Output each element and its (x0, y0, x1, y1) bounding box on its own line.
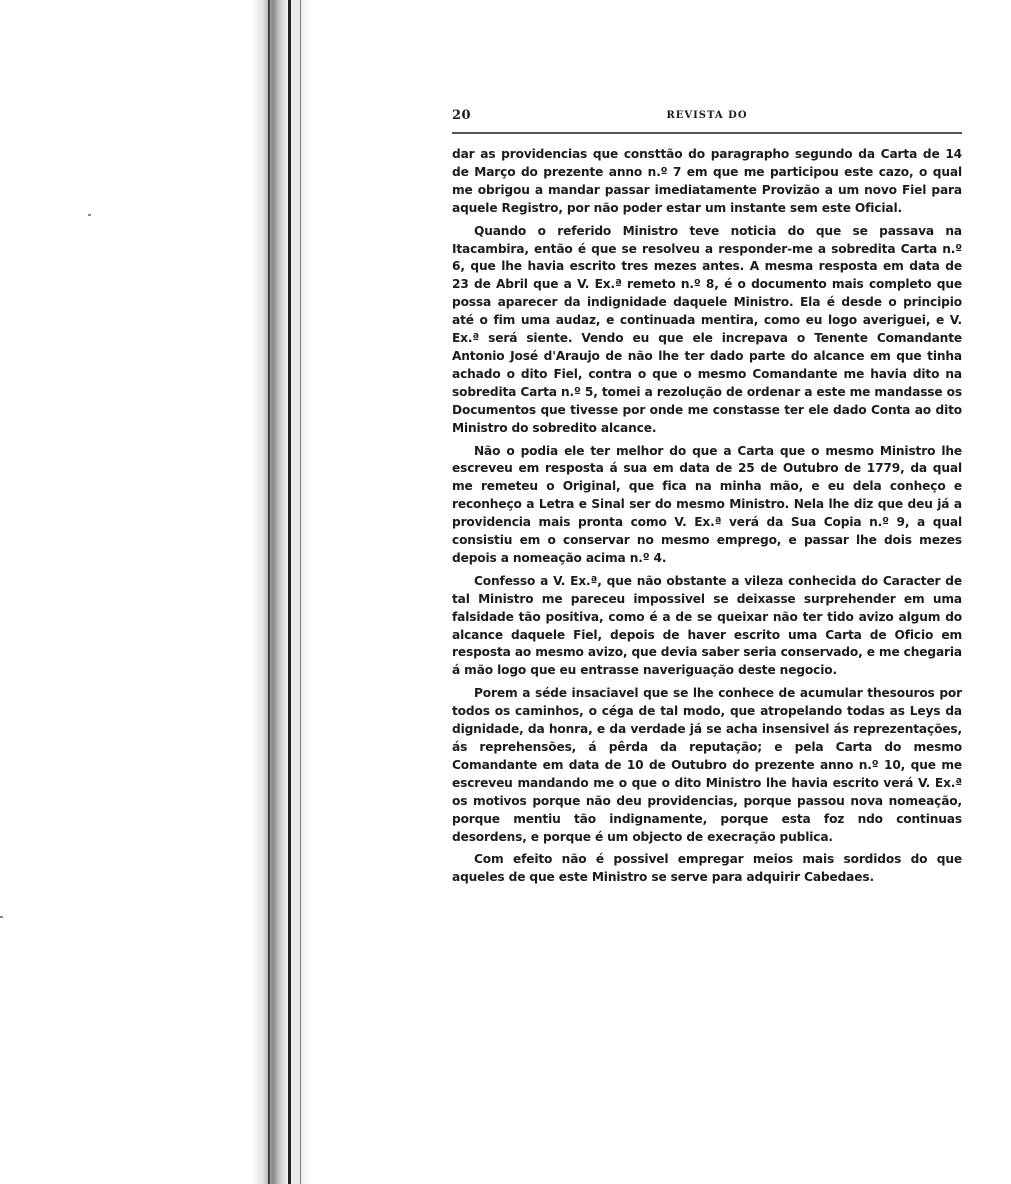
paragraph: Quando o referido Ministro teve noticia do que se passava na Itacambira, então é que se resolveu a responder-me a sobredita Carta n.º 6, que lhe havia escrito tres mezes antes. A mesma resposta em data de 23 de Abril que a V. Ex.ª remeto n.º 8, é o documento mais completo que possa aparecer da indignidade daquele Ministro. Ela é desde o principio até o fim uma audaz, e continuada mentira, como eu logo averiguei, e V. Ex.ª será siente. Vendo eu que ele increpava o Tenente Comandante Antonio José d'Araujo de não lhe ter dado parte do alcance em que tinha achado o dito Fiel, contra o que o mesmo Comandante me havia dito na sobredita Carta n.º 5, tomei a rezolução de ordenar a este me mandasse os Documentos que tivesse por onde me constasse ter ele dado Conta ao dito Ministro do sobredito alcance. (452, 223, 962, 435)
paragraph: Confesso a V. Ex.ª, que não obstante a vileza conhecida do Caracter de tal Ministro me pareceu impossivel se deixasse surprehender em uma falsidade tão positiva, como é a de se queixar não ter tido avizo algum do alcance daquele Fiel, depois de haver escrito uma Carta de Oficio em resposta ao mesmo avizo, que devia saber seria conservado, e me chegaria á mão logo que eu entrasse naveriguação deste negocio. (452, 573, 963, 678)
body-text (452, 146, 962, 887)
paragraph: Não o podia ele ter melhor do que a Carta que o mesmo Ministro lhe escreveu em resposta á sua em data de 25 de Outubro de 1779, da qual me remeteu o Original, que fica na minha mão, e eu dela conheço e reconheço a Letra e Sinal ser do mesmo Ministro. Nela lhe diz que deu já a providencia mais pronta como V. Ex.ª verá da Sua Copia n.º 9, a qual consistiu em o conservar no mesmo emprego, e passar lhe dois mezes depois a nomeação acima n.º 4. (452, 443, 962, 565)
page-number: 20 (452, 108, 472, 123)
book-page (452, 108, 962, 892)
paragraph: dar as providencias que consttão do paragrapho segundo da Carta de 14 de Março do prezente anno n.º 7 em que me participou este cazo, o qual me obrigou a mandar passar imediatamente Provizão a um novo Fiel para aquele Registro, por não poder estar um instante sem este Oficial. (452, 147, 962, 215)
running-head (452, 108, 962, 126)
gutter-shadow-line (268, 0, 270, 1184)
scan-speck (0, 916, 3, 918)
gutter-shadow-line (288, 0, 291, 1184)
scan-speck (88, 214, 91, 216)
paragraph: Porem a séde insaciavel que se lhe conhece de acumular thesouros por todos os caminhos, o céga de tal modo, que atropelando todas as Leys da dignidade, da honra, e da verdade já se acha insensivel ás reprezentações, ás reprehensões, á pêrda da reputação; e pela Carta do mesmo Comandante em data de 10 de Outubro do prezente anno n.º 10, que me escreveu mandando me o que o dito Ministro lhe havia escrito verá V. Ex.ª os motivos porque não deu providencias, porque passou nova nomeação, porque mentiu tão indignamente, porque esta foz ndo continuas desordens, e porque é um objecto de execração publica. (452, 686, 962, 844)
book-gutter (252, 0, 312, 1184)
header-rule (452, 132, 962, 134)
gutter-shadow-line (300, 0, 301, 1184)
paragraph: Com efeito não é possivel empregar meios mais sordidos do que aqueles de que este Ministro se serve para adquirir Cabedaes. (452, 852, 962, 885)
journal-title: REVISTA DO (666, 110, 748, 121)
